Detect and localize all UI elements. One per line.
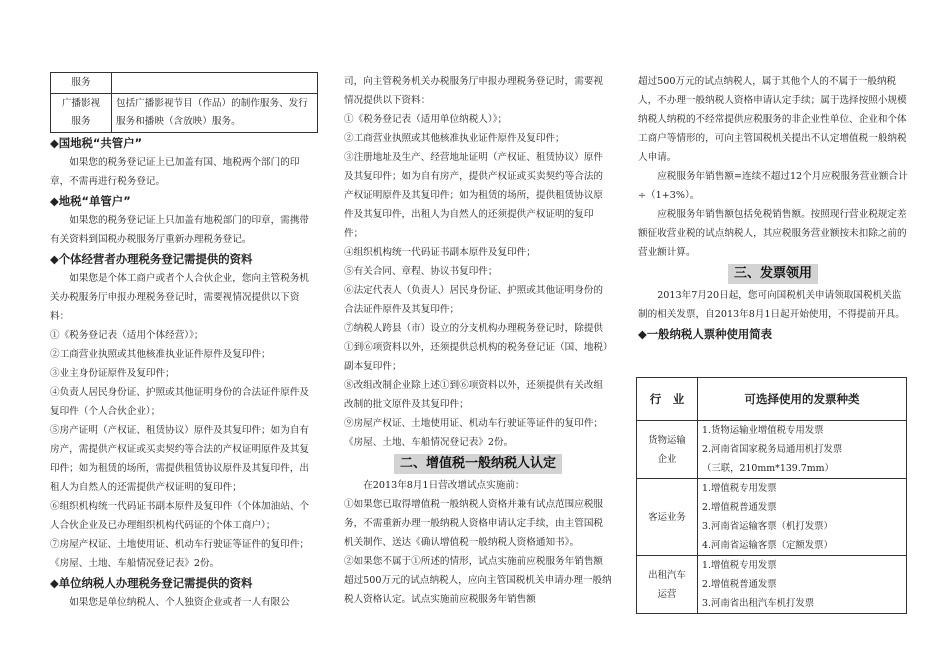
paragraph-invoice: 2013年7月20日起，您可向国税机关申请领取国税机关监制的相关发票，自2013年8月1日起开始使用，不得提前开具。	[638, 290, 905, 320]
table-header-row	[637, 378, 907, 421]
invoice-types-cell	[698, 421, 907, 479]
table-row	[637, 556, 907, 614]
paragraph-col2-top: 司，向主管税务机关办税服务厅申报办理税务登记时，需要视情况提供以下资料：	[344, 76, 604, 106]
list-item: ①《税务登记表（适用个体经营）》；	[50, 330, 204, 341]
section-title-text: 二、增值税一般纳税人认定	[394, 454, 562, 474]
table-cell-name: 服务	[51, 73, 112, 94]
invoice-item: 3.河南省出租汽车机打发票	[702, 598, 815, 609]
header-industry: 行 业	[637, 378, 698, 421]
paragraph-case-2: ②如果您不属于①所述的情形，试点实施前应税服务年销售额超过500万元的试点纳税人，应向主管国税机关申请办理一般纳税人资格认定。试点实施前应税服务年销售额	[344, 556, 612, 605]
invoice-item: 3.河南省运输客票（机打发票）	[702, 521, 833, 532]
paragraph-guodi: 如果您的税务登记证上已加盖有国、地税两个部门的印章，不需再进行税务登记。	[50, 157, 300, 187]
column-1	[50, 72, 318, 612]
table-cell-content: 包括广播影视节目（作品）的制作服务、发行服务和播映（含放映）服务。	[112, 94, 318, 133]
industry-cell: 客运业务	[637, 479, 698, 556]
invoice-types-cell	[698, 479, 907, 556]
list-item: ②工商营业执照或其他核准执业证件原件及复印件；	[50, 349, 271, 360]
cell-text: 广播影视服务	[61, 98, 101, 127]
list-item: ④负责人居民身份证、护照或其他证明身份的合法证件原件及复印件（个人合伙企业）；	[50, 387, 310, 417]
header-invoice-types: 可选择使用的发票种类	[698, 378, 907, 421]
cell-text: 出租汽车运营	[648, 569, 686, 600]
list-item: ⑨房屋产权证、土地使用证、机动车行驶证等证件的复印件；《房屋、土地、车船情况登记表》2份。	[344, 418, 604, 448]
paragraph-col3-top: 超过500万元的试点纳税人，属于其他个人的不属于一般纳税人，不办理一般纳税人资格申请认定手续；属于选择按照小规模纳税人纳税的不经常提供应税服务的非企业性单位、企业和个体工商户等情形的，可向主管国税机关提出不认定增值税一般纳税人申请。	[638, 76, 907, 163]
table-cell-content	[112, 73, 318, 94]
heading-geti: ◆个体经营者办理税务登记需提供的资料	[50, 252, 253, 266]
table-row	[637, 421, 907, 479]
list-item: ⑤房产证明（产权证、租赁协议）原件及其复印件；如为自有房产，需提供产权证或买卖契约等合法的产权证明原件及其复印件；如为租赁的场所，需提供租赁协议原件及其复印件，出租人为自然人的还需提供产权证明的复印件；	[50, 425, 310, 493]
invoice-item: 4.河南省运输客票（定额发票）	[702, 540, 833, 551]
list-item: ②工商营业执照或其他核准执业证件原件及复印件；	[344, 133, 565, 144]
heading-danwei: ◆单位纳税人办理税务登记需提供的资料	[50, 576, 253, 590]
paragraph-dishui: 如果您的税务登记证上只加盖有地税部门的印章，需携带有关资料到国税办税服务厅重新办理税务登记。	[50, 215, 310, 245]
heading-invoice-table: ◆一般纳税人票种使用简表	[638, 327, 773, 341]
industry-cell	[637, 421, 698, 479]
list-item: ⑦房屋产权证、土地使用证、机动车行驶证等证件的复印件；《房屋、土地、车船情况登记表》2份。	[50, 539, 310, 569]
cell-text: 货物运输企业	[648, 434, 686, 465]
paragraph-formula: 应税服务年销售额=连续不超过12个月应税服务营业额合计÷（1+3%）。	[638, 171, 908, 201]
section-title-2	[344, 454, 612, 474]
invoice-item: （三联，210mm*139.7mm）	[702, 463, 834, 474]
invoice-item: 2.增值税普通发票	[702, 579, 777, 590]
invoice-item: 2.河南省国家税务局通用机打发票	[702, 444, 843, 455]
column-2	[344, 72, 612, 609]
invoice-types-cell	[698, 556, 907, 614]
list-item: ①《税务登记表（适用单位纳税人）》；	[344, 114, 508, 125]
list-item: ⑧改组改制企业除上述①到⑥项资料以外，还须提供有关改组改制的批文原件及其复印件；	[344, 380, 604, 410]
section-title-3	[638, 264, 908, 284]
table-row	[51, 94, 318, 133]
invoice-item: 1.增值税专用发票	[702, 560, 777, 571]
service-table	[50, 72, 318, 133]
table-cell-name	[51, 94, 112, 133]
table-row	[637, 479, 907, 556]
list-item: ⑦纳税人跨县（市）设立的分支机构办理税务登记时，除提供①到⑥项资料以外，还须提供总机构的税务登记证（国、地税）副本复印件；	[344, 323, 608, 372]
heading-dishui: ◆地税“单管户”	[50, 194, 131, 208]
table-row	[51, 73, 318, 94]
list-item: ⑥法定代表人（负责人）居民身份证、护照或其他证明身份的合法证件原件及其复印件；	[344, 285, 604, 315]
list-item: ⑥组织机构统一代码证书副本原件及复印件（个体加油站、个人合伙企业及已办理组织机构代码证的个体工商户）；	[50, 501, 310, 531]
invoice-item: 1.增值税专用发票	[702, 483, 777, 494]
paragraph-geti: 如果您是个体工商户或者个人合伙企业，您向主管税务机关办税服务厅申报办理税务登记时，需要视情况提供以下资料：	[50, 273, 310, 322]
invoice-item: 2.增值税普通发票	[702, 502, 777, 513]
paragraph-case-1: ①如果您已取得增值税一般纳税人资格并兼有试点范围应税服务，不需重新办理一般纳税人资格申请认定手续，由主管国税机关制作、送达《确认增值税一般纳税人资格通知书》。	[344, 499, 604, 548]
paragraph-note: 应税服务年销售额包括免税销售额。按照现行营业税规定差额征收营业税的试点纳税人，其应税服务营业额按未扣除之前的营业额计算。	[638, 209, 907, 258]
list-item: ④组织机构统一代码证书副本原件及复印件；	[344, 247, 536, 258]
invoice-table	[636, 377, 907, 614]
list-item: ⑤有关合同、章程、协议书复印件；	[344, 266, 498, 277]
section-title-text: 三、发票领用	[728, 264, 818, 284]
heading-guodi: ◆国地税“共管户”	[50, 136, 143, 150]
invoice-item: 1.货物运输业增值税专用发票	[702, 425, 824, 436]
paragraph-danwei: 如果您是单位纳税人、个人独资企业或者一人有限公	[69, 597, 290, 608]
list-item: ③业主身份证原件及复印件；	[50, 368, 175, 379]
list-item: ③注册地址及生产、经营地址证明（产权证、租赁协议）原件及其复印件；如为自有房产，提供产权证或买卖契约等合法的产权证明原件及其复印件；如为租赁的场所，提供租赁协议原件及其复印件，出租人为自然人的还须提供产权证明的复印件；	[344, 152, 604, 239]
paragraph-intro: 在2013年8月1日营改增试点实施前：	[363, 480, 525, 491]
column-3	[638, 72, 908, 344]
industry-cell	[637, 556, 698, 614]
